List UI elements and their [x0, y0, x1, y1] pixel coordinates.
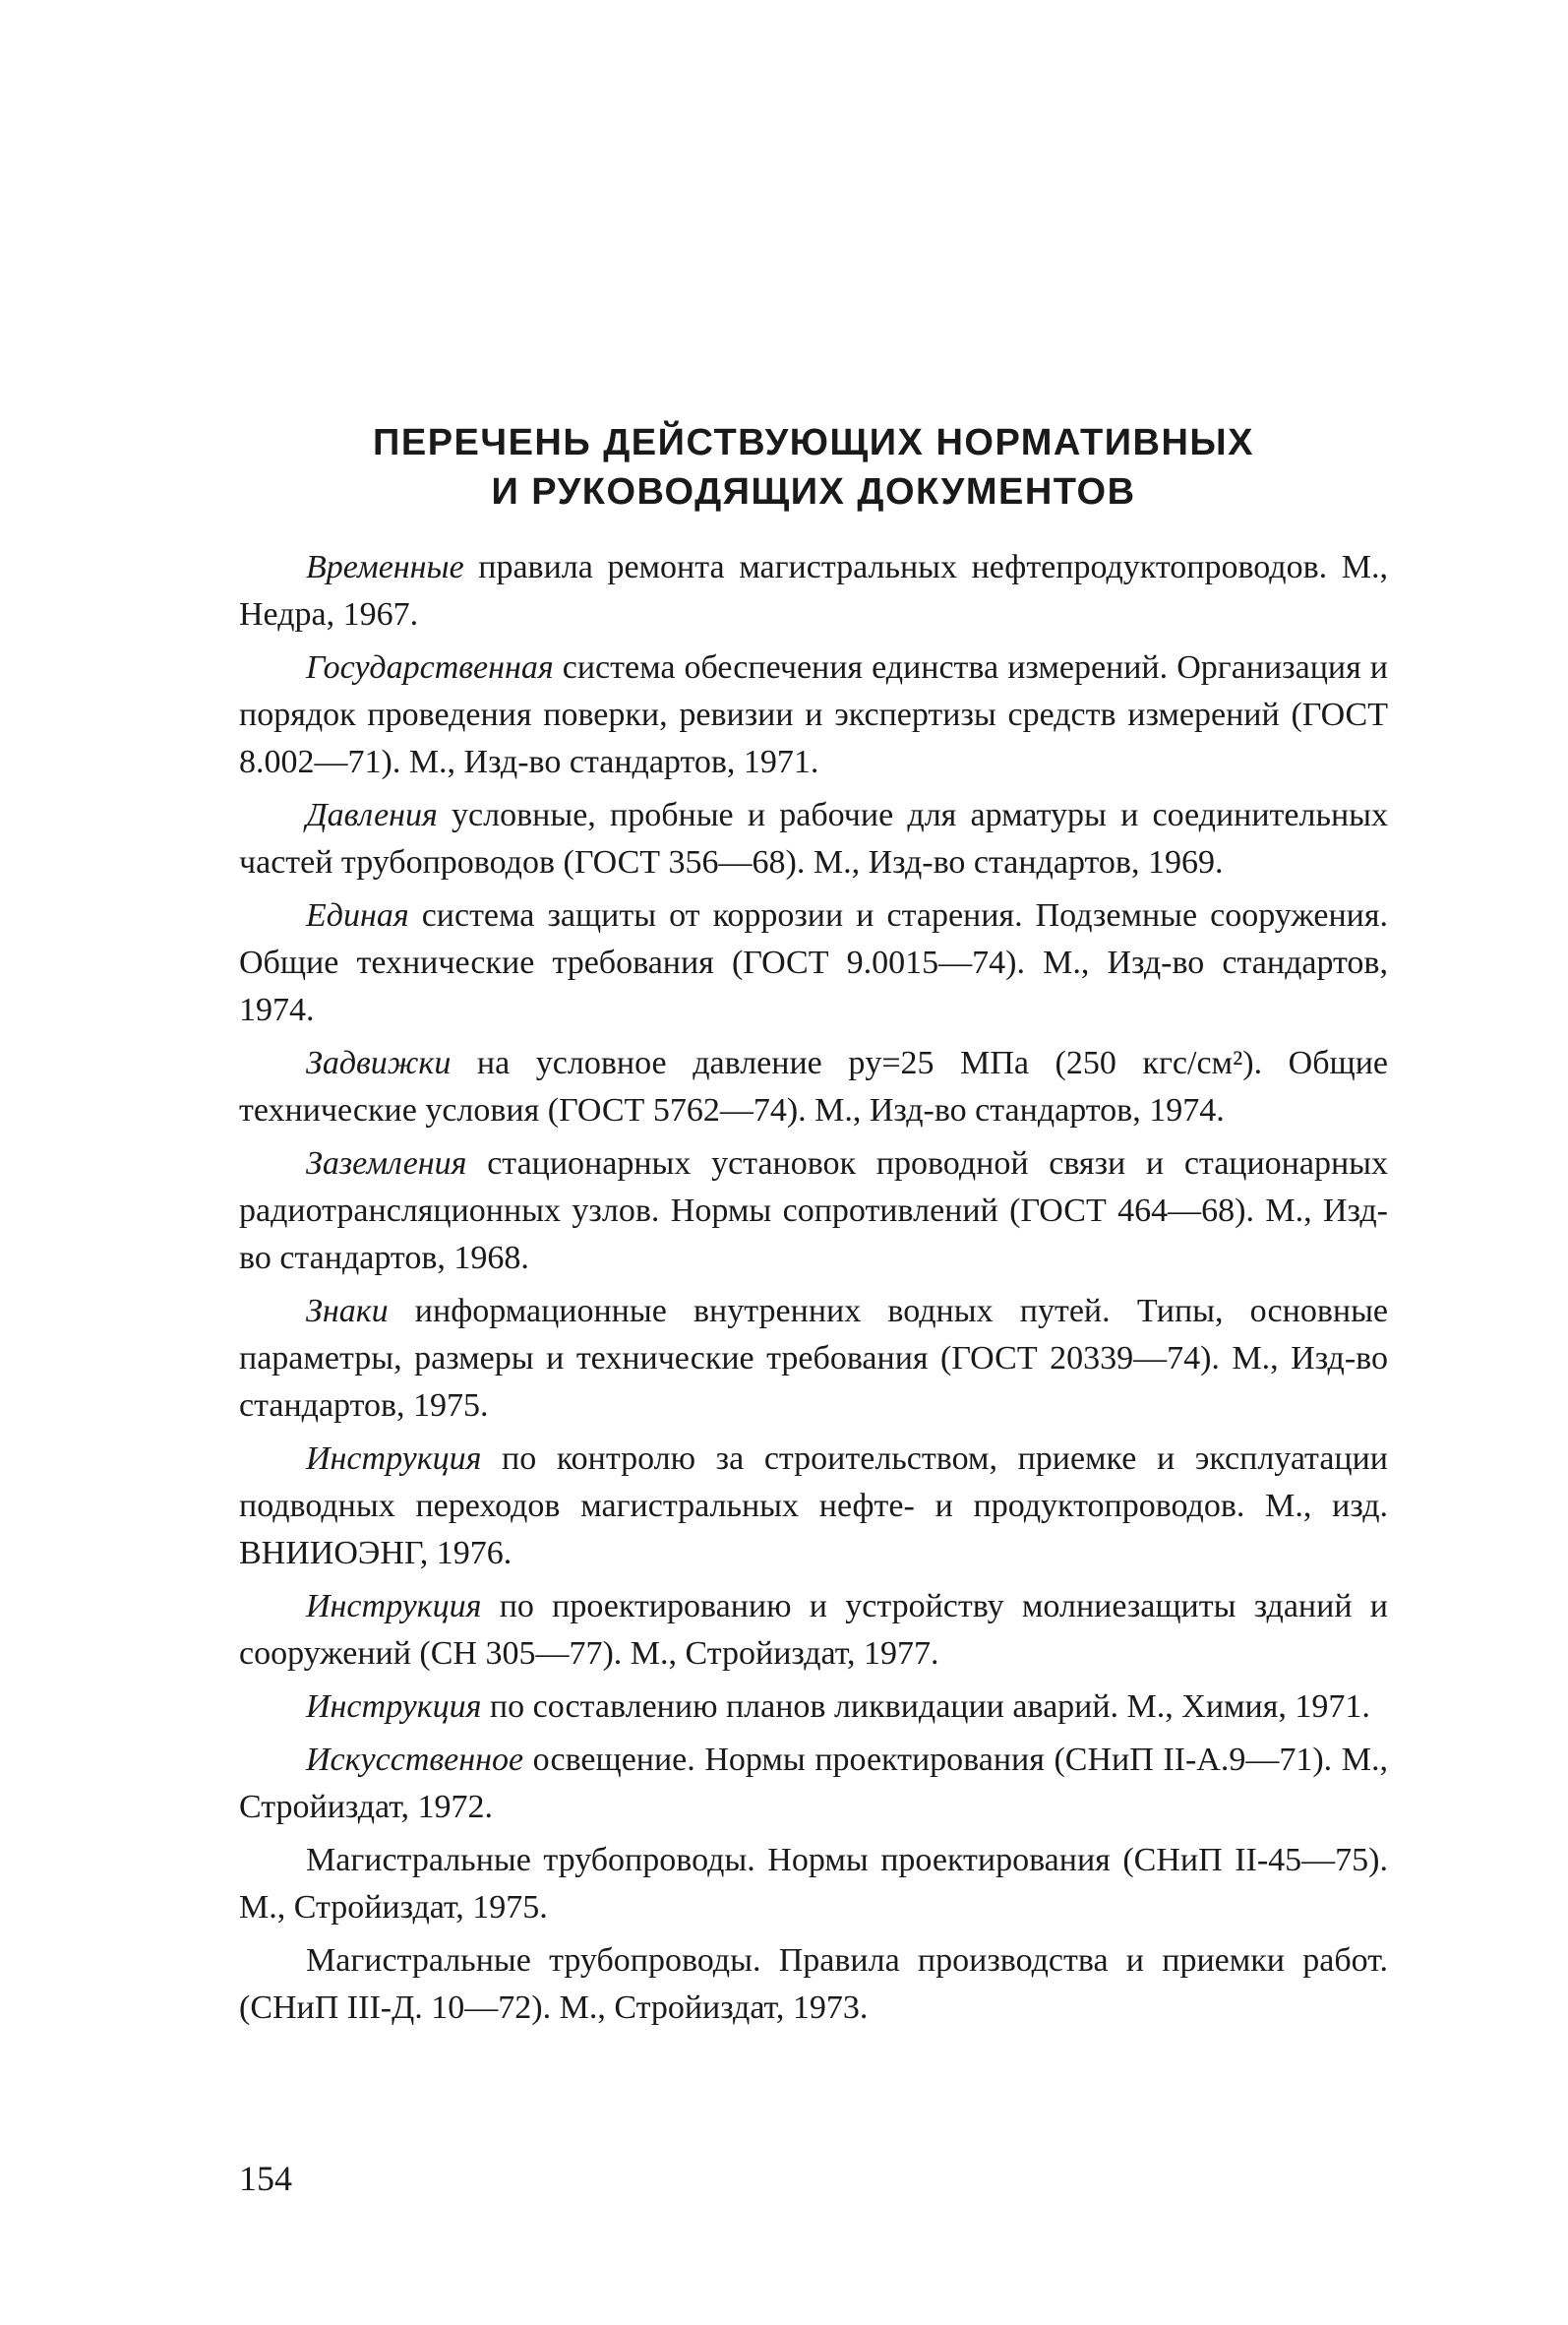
entry-text: условные, пробные и рабочие для арматуры и соединительных частей трубопроводов (ГОСТ 356—68). М., Изд-во стандартов, 1969.	[239, 797, 1388, 881]
reference-entry	[239, 1288, 1388, 1430]
entry-lead-word: Инструкция	[306, 1688, 482, 1725]
entry-lead-word: Искусственное	[306, 1742, 524, 1778]
entry-lead-word: Инструкция	[306, 1440, 482, 1477]
reference-entry	[239, 1737, 1388, 1831]
reference-entry	[239, 644, 1388, 786]
document-page	[239, 418, 1388, 2038]
entry-text: по контролю за строительством, приемке и эксплуатации подводных переходов магистральных нефте- и продуктопроводов. М., изд. ВНИИОЭНГ, 1976.	[239, 1440, 1388, 1571]
entry-lead-word: Временные	[306, 549, 464, 585]
reference-entry	[239, 1140, 1388, 1282]
entry-text: по проектированию и устройству молниезащиты зданий и сооружений (СН 305—77). М., Стройиздат, 1977.	[239, 1588, 1388, 1672]
title-line-2: И РУКОВОДЯЩИХ ДОКУМЕНТОВ	[491, 471, 1136, 513]
reference-entry	[239, 1583, 1388, 1678]
reference-entry	[239, 892, 1388, 1034]
reference-entry	[239, 792, 1388, 887]
entry-lead-word: Инструкция	[306, 1588, 482, 1624]
reference-entry	[239, 1436, 1388, 1577]
title-line-1: ПЕРЕЧЕНЬ ДЕЙСТВУЮЩИХ НОРМАТИВНЫХ	[373, 422, 1254, 463]
entry-text: система защиты от коррозии и старения. Подземные сооружения. Общие технические требования (ГОСТ 9.0015—74). М., Изд-во стандартов, 1974.	[239, 897, 1388, 1028]
entry-text: по составлению планов ликвидации аварий. М., Химия, 1971.	[481, 1688, 1370, 1725]
entry-text: система обеспечения единства измерений. Организация и порядок проведения поверки, ревизии и экспертизы средств измерений (ГОСТ 8.002—71). М., Изд-во стандартов, 1971.	[239, 649, 1388, 780]
entry-text: освещение. Нормы проектирования (СНиП II-А.9—71). М., Стройиздат, 1972.	[239, 1742, 1388, 1825]
entry-lead-word: Знаки	[306, 1293, 389, 1329]
entry-text: правила ремонта магистральных нефтепродуктопроводов. М., Недра, 1967.	[239, 549, 1388, 633]
page-title	[239, 418, 1388, 517]
entry-lead-word: Давления	[306, 797, 438, 833]
entry-text: информационные внутренних водных путей. Типы, основные параметры, размеры и технические требования (ГОСТ 20339—74). М., Изд-во стандартов, 1975.	[239, 1293, 1388, 1424]
reference-list	[239, 544, 1388, 2032]
reference-entry	[239, 1837, 1388, 1931]
entry-lead-word: Заземления	[306, 1145, 467, 1182]
entry-text: стационарных установок проводной связи и стационарных радиотрансляционных узлов. Нормы сопротивлений (ГОСТ 464—68). М., Изд-во стандартов, 1968.	[239, 1145, 1388, 1276]
reference-entry	[239, 544, 1388, 639]
entry-text: Магистральные трубопроводы. Правила производства и приемки работ. (СНиП III-Д. 10—72). М., Стройиздат, 1973.	[239, 1942, 1388, 2026]
page-number: 154	[239, 2159, 292, 2198]
reference-entry	[239, 1040, 1388, 1134]
entry-text: Магистральные трубопроводы. Нормы проектирования (СНиП II-45—75). М., Стройиздат, 1975.	[239, 1842, 1388, 1926]
reference-entry	[239, 1683, 1388, 1731]
entry-lead-word: Единая	[306, 897, 409, 934]
entry-lead-word: Задвижки	[306, 1045, 452, 1081]
entry-lead-word: Государственная	[306, 649, 554, 686]
reference-entry	[239, 1937, 1388, 2032]
entry-text: на условное давление pу=25 МПа (250 кгс/см²). Общие технические условия (ГОСТ 5762—74). М., Изд-во стандартов, 1974.	[239, 1045, 1388, 1129]
